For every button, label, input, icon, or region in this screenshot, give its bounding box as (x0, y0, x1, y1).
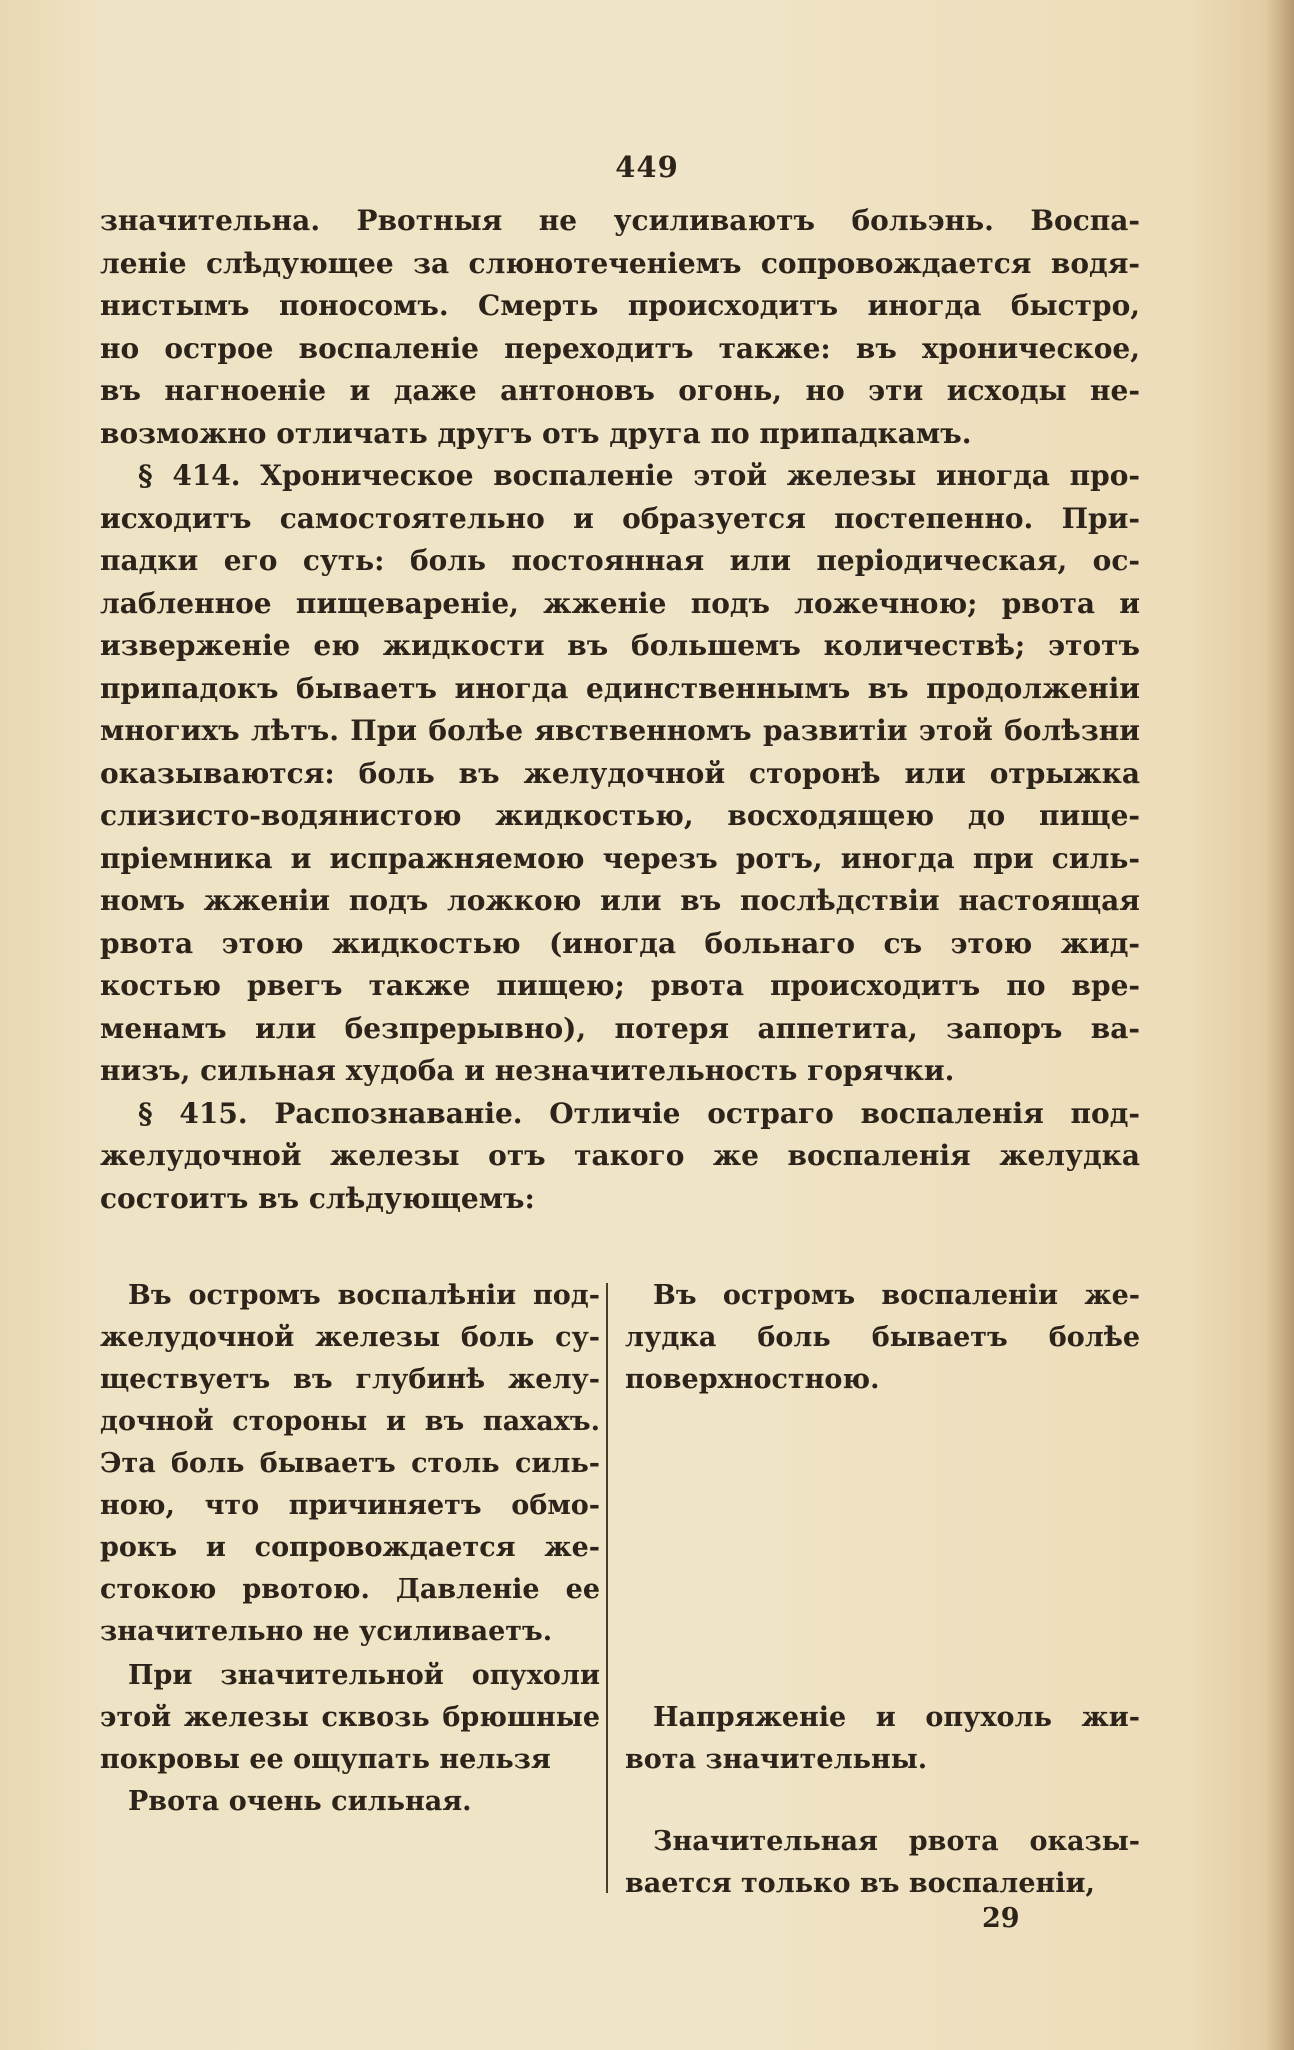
comparison-line: ществуетъ въ глубинѣ желу- (100, 1364, 600, 1395)
main-text (100, 200, 1140, 1220)
text-line: леніе слѣдующее за слюнотеченіемъ сопровождается водя- (100, 246, 1140, 280)
section-414-first-line: § 414. Хроническое воспаленіе этой железы иногда про- (138, 459, 1140, 492)
text-line: въ нагноеніе и даже антоновъ огонь, но эти исходы не- (100, 374, 1140, 407)
text-line: возможно отличать другъ отъ друга по припадкамъ. (100, 416, 972, 450)
text-line: низъ, сильная худоба и незначительность горячки. (100, 1054, 955, 1087)
comparison-line: дочной стороны и въ пахахъ. (100, 1406, 600, 1437)
text-line: пріемника и испражняемою черезъ ротъ, иногда при силь- (100, 841, 1140, 875)
text-line: исходитъ самостоятельно и образуется постепенно. При- (100, 501, 1140, 535)
text-line: изверженіе ею жидкости въ большемъ количествѣ; этотъ (100, 629, 1140, 662)
column-gap (625, 1781, 1140, 1821)
text-line: номъ жженіи подъ ложкою или въ послѣдствіи настоящая (100, 884, 1140, 917)
text-line: костью рвегъ также пищею; рвота происходитъ по вре- (100, 969, 1140, 1002)
text-line: значительна. Рвотныя не усиливаютъ больэнь. Воспа- (100, 204, 1140, 237)
comparison-line: значительно не усиливаетъ. (100, 1616, 553, 1647)
text-line: падки его суть: боль постоянная или періодическая, ос- (100, 544, 1140, 577)
comparison-line: ною, что причиняетъ обмо- (100, 1490, 600, 1521)
comparison-line: вается только въ воспаленіи, (625, 1868, 1095, 1899)
text-line: состоитъ въ слѣдующемъ: (100, 1181, 535, 1215)
comparison-line: При значительной опухоли (128, 1660, 600, 1691)
comparison-line: рокъ и сопровождается же- (100, 1532, 600, 1563)
stomach-column (625, 1275, 1140, 1905)
text-line: нистымъ поносомъ. Смерть происходитъ иногда быстро, (100, 289, 1140, 322)
comparison-line: поверхностною. (625, 1364, 880, 1395)
text-line: желудочной железы отъ такого же воспаленія желудка (100, 1139, 1140, 1172)
comparison-line: Напряженіе и опухоль жи- (653, 1702, 1140, 1733)
text-line: но острое воспаленіе переходитъ также: въ хроническое, (100, 331, 1140, 365)
pancreas-column (100, 1275, 600, 1823)
page-number: 449 (615, 150, 679, 184)
text-line: припадокъ бываетъ иногда единственнымъ въ продолженіи (100, 671, 1140, 705)
comparison-line: Въ остромъ воспалѣніи под- (128, 1280, 600, 1311)
signature-mark: 29 (982, 1903, 1020, 1934)
comparison-line: Рвота очень сильная. (128, 1786, 472, 1817)
comparison-line: Въ остромъ воспаленіи же- (653, 1280, 1140, 1311)
comparison-line: этой железы сквозь брюшные (100, 1702, 600, 1733)
page-binding-edge (1264, 0, 1294, 2050)
comparison-line: желудочной железы боль су- (100, 1322, 600, 1353)
comparison-line: Значительная рвота оказы- (653, 1826, 1140, 1857)
text-line: оказываются: боль въ желудочной сторонѣ или отрыжка (100, 756, 1140, 790)
text-line: лабленное пищевареніе, жженіе подъ ложечною; рвота и (100, 586, 1140, 620)
column-divider (606, 1283, 608, 1893)
text-line: многихъ лѣтъ. При болѣе явственномъ развитіи этой болѣзни (100, 714, 1140, 747)
section-415-first-line: § 415. Распознаваніе. Отличіе остраго воспаленія под- (138, 1096, 1140, 1130)
comparison-line: лудка боль бываетъ болѣе (625, 1322, 1140, 1353)
comparison-line: стокою рвотою. Давленіе ее (100, 1574, 600, 1605)
text-line: слизисто-водянистою жидкостью, восходящею до пище- (100, 799, 1140, 832)
comparison-table (100, 1275, 1140, 1900)
text-line: рвота этою жидкостью (иногда больнаго съ этою жид- (100, 926, 1140, 960)
comparison-line: покровы ее ощупать нельзя (100, 1744, 551, 1775)
comparison-line: вота значительны. (625, 1744, 928, 1775)
text-line: менамъ или безпрерывно), потеря аппетита, запоръ ва- (100, 1011, 1140, 1045)
column-gap (625, 1401, 1140, 1695)
comparison-line: Эта боль бываетъ столь силь- (100, 1448, 600, 1479)
